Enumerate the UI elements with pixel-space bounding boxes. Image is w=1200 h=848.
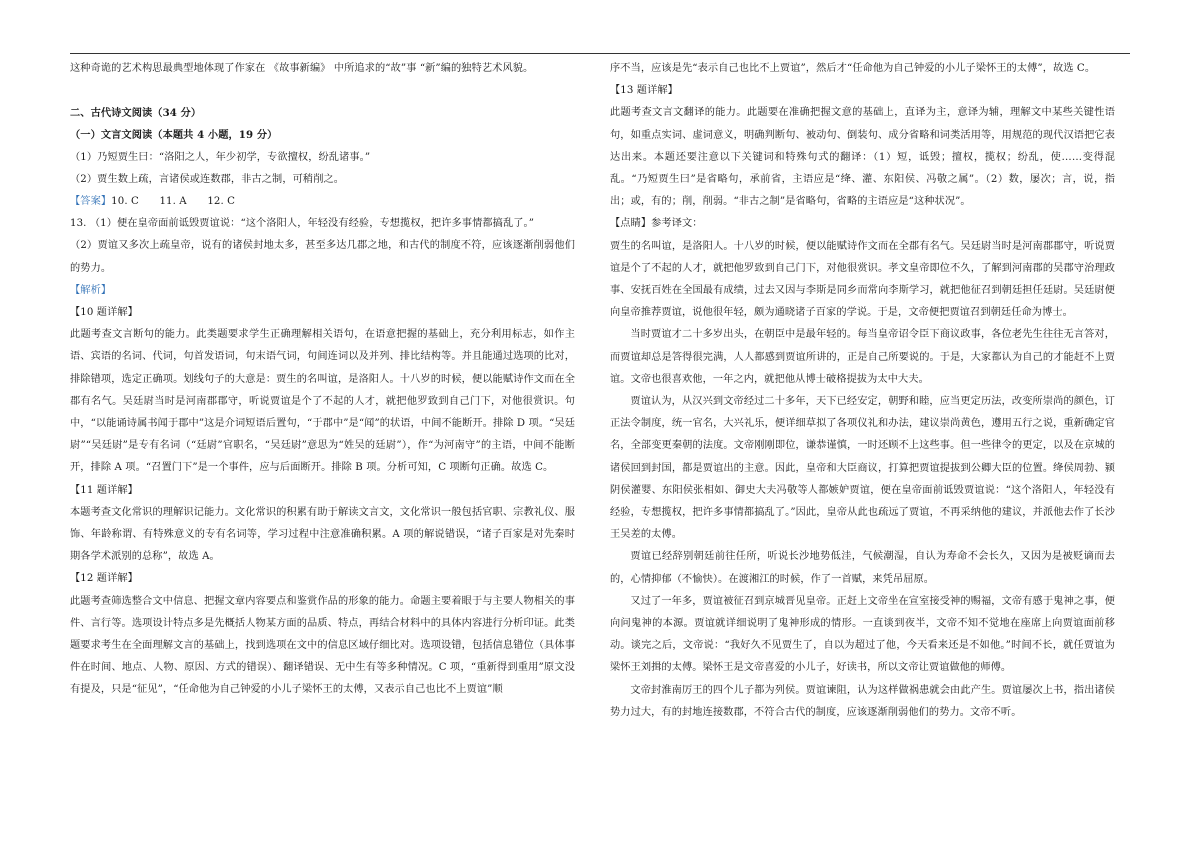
detail-11-title: 【11 题详解】 bbox=[70, 484, 138, 496]
header-rule bbox=[70, 53, 1130, 54]
answer-13-part1: 13. （1）便在皇帝面前诋毁贾谊说：“这个洛阳人，年轻没有经验，专想揽权，把许多事情都搞乱了。” bbox=[70, 218, 535, 230]
answer-values: 10. C 11. A 12. C bbox=[111, 196, 236, 208]
translation-para-3: 贾谊认为，从汉兴到文帝经过二十多年，天下已经安定，朝野和睦，应当更定历法，改变所崇尚的颜色，订正法令制度，统一官名，大兴礼乐，便详细草拟了各项仪礼和办法，建议崇尚黄色，遵用五行之说，重新确定官名，全部变更秦朝的法度。文帝刚刚即位，谦恭谨慎，一时还顾不上这些事。但一些律令的更定，以及在京城的诸侯回到封国，都是贾谊出的主意。因此，皇帝和大臣商议，打算把贾谊提拔到公卿大臣的位置。绛侯周勃、颍阴侯灌婴、东阳侯张相如、御史大夫冯敬等人都嫉妒贾谊，便在皇帝面前诋毁贾谊说：“这个洛阳人，年轻没有经验，专想揽权，把许多事情都搞乱了。”因此，皇帝从此也疏远了贾谊，不再采纳他的建议，并派他去作了长沙王吴差的太傅。 bbox=[610, 396, 1115, 541]
translation-para-4: 贾谊已经辞别朝廷前往任所，听说长沙地势低洼，气候潮湿，自认为寿命不会长久，又因为是被贬谪而去的，心情抑郁（不愉快）。在渡湘江的时候，作了一首赋，来凭吊屈原。 bbox=[610, 551, 1115, 585]
detail-12-title: 【12 题详解】 bbox=[70, 573, 138, 585]
answer-label: 【答案】 bbox=[70, 196, 112, 208]
question-line-1: （1）乃短贾生曰：“洛阳之人，年少初学，专欲擅权，纷乱诸事。” bbox=[70, 151, 371, 163]
right-column bbox=[610, 58, 1115, 724]
continuation-line: 序不当，应该是先“表示自己也比不上贾谊”，然后才“任命他为自己钟爱的小儿子梁怀王的太傅”，故选 C。 bbox=[610, 63, 1096, 74]
detail-11-body: 本题考查文化常识的理解识记能力。文化常识的积累有助于解读文言文，文化常识一般包括官职、宗教礼仪、服饰、年龄称谓、有特殊意义的专有名词等，学习过程中注意准确积累。A 项的解说错误，“诸子百家是对先秦时期各学术派别的总称”，故选 A。 bbox=[70, 506, 575, 563]
continuation-line: 这种奇诡的艺术构思最典型地体现了作家在 《故事新编》 中所追求的“故”事 “新”编的独特艺术风貌。 bbox=[70, 63, 534, 74]
answer-13-part2: （2）贾谊又多次上疏皇帝，说有的诸侯封地太多，甚至多达几郡之地，和古代的制度不符，应该逐渐削弱他们的势力。 bbox=[70, 240, 575, 274]
detail-10-body: 此题考查文言断句的能力。此类题要求学生正确理解相关语句，在语意把握的基础上，充分利用标志，如作主语、宾语的名词、代词，句首发语词，句末语气词，句间连词以及并列、排比结构等。并且能通过选项的比对，排除错项，选定正确项。划线句子的大意是：贾生的名叫谊，是洛阳人。十八岁的时候，便以能赋诗作文而在全郡有名气。吴廷尉当时是河南郡郡守，听说贾谊是个了不起的人才，就把他罗致到自己门下，对他很赏识。句中，“以能诵诗属书闻于郡中”这是介词短语后置句，“于郡中”是“闻”的状语，中间不能断开。排除 D 项。“吴廷尉”“吴廷尉”是专有名词（“廷尉”官职名，“吴廷尉”意思为“姓吴的廷尉”），作“为河南守”的主语，中间不能断开，排除 A 项。“召置门下”是一个事件，应与后面断开。排除 B 项。分析可知，C 项断句正确。故选 C。 bbox=[70, 329, 575, 474]
note-title: 【点睛】参考译文： bbox=[610, 218, 703, 230]
detail-12-body: 此题考查筛选整合文中信息、把握文章内容要点和鉴赏作品的形象的能力。命题主要着眼于与主要人物相关的事件、言行等。选项设计特点多是先概括人物某方面的品质、特点，再结合材料中的具体内容进行分析印证。此类题要求考生在全面理解文言的基础上，找到选项在文中的信息区域仔细比对。选项设错，包括信息错位（具体事件在时间、地点、人物、原因、方式的错误）、翻译错误、无中生有等多种情况。C 项，“重新得到重用”原文没有提及，只是“征见”，“任命他为自己钟爱的小儿子梁怀王的太傅，又表示自己也比不上贾谊”顺 bbox=[70, 595, 575, 696]
question-line-2: （2）贾生数上疏，言诸侯或连数郡，非古之制，可稍削之。 bbox=[70, 173, 345, 185]
section-title: 二、古代诗文阅读（34 分） bbox=[70, 107, 202, 120]
detail-13-title: 【13 题详解】 bbox=[610, 85, 678, 97]
subsection-title: （一）文言文阅读（本题共 4 小题，19 分） bbox=[70, 129, 278, 142]
analysis-label: 【解析】 bbox=[70, 284, 112, 296]
answer-line bbox=[70, 191, 575, 213]
detail-10-title: 【10 题详解】 bbox=[70, 307, 138, 319]
translation-para-5: 又过了一年多，贾谊被征召到京城晋见皇帝。正赶上文帝坐在宣室接受神的赐福，文帝有感于鬼神之事，便向问鬼神的本源。贾谊就详细说明了鬼神形成的情形。一直谈到夜半，文帝不知不觉地在座席上向贾谊面前移动。谈完之后，文帝说：“我好久不见贾生了，自以为超过了他，今天看来还是不如他。”时间不长，就任贾谊为梁怀王刘揖的太傅。梁怀王是文帝喜爱的小儿子，好读书，所以文帝让贾谊做他的师傅。 bbox=[610, 595, 1115, 674]
translation-para-1: 贾生的名叫谊，是洛阳人。十八岁的时候，便以能赋诗作文而在全郡有名气。吴廷尉当时是河南郡郡守，听说贾谊是个了不起的人才，就把他罗致到自己门下，对他很赏识。孝文皇帝即位不久，了解到河南郡的吴郡守治理政事、安抚百姓在全国最有成绩，过去又因与李斯是同乡而常向李斯学习，就把他征召到朝廷担任廷尉。吴廷尉便向皇帝推荐贾谊，说他很年轻，颇为通晓诸子百家的学说。于是，文帝便把贾谊召到朝廷任命为博士。 bbox=[610, 240, 1115, 319]
translation-para-2: 当时贾谊才二十多岁出头，在朝臣中是最年轻的。每当皇帝诏令臣下商议政事，各位老先生往往无言答对，而贾谊却总是答得很完满，人人都感到贾谊所讲的，正是自己所要说的。于是，大家都认为自己的才能赶不上贾谊。文帝也很喜欢他，一年之内，就把他从博士破格提拔为太中大夫。 bbox=[610, 329, 1115, 385]
translation-para-6: 文帝封淮南厉王的四个儿子都为列侯。贾谊谏阻，认为这样做祸患就会由此产生。贾谊屡次上书，指出诸侯势力过大，有的封地连接数郡，不符合古代的制度，应该逐渐削弱他们的势力。文帝不听。 bbox=[610, 684, 1115, 718]
left-column bbox=[70, 58, 575, 702]
detail-13-body: 此题考查文言文翻译的能力。此题要在准确把握文意的基础上，直译为主，意译为辅，理解文中某些关键性语句，如重点实词、虚词意义，明确判断句、被动句、倒装句、成分省略和词类活用等，用规范的现代汉语把它表达出来。本题还要注意以下关键词和特殊句式的翻译：（1）短，诋毁；擅权，揽权；纷乱，使……变得混乱。“乃短贾生曰”是省略句，承前省，主语应是“绛、灌、东阳侯、冯敬之属”。（2）数，屡次；言，说，指出；或，有的；削，削弱。“非古之制”是省略句，省略的主语应是“这种状况”。 bbox=[610, 107, 1115, 208]
spacer bbox=[70, 80, 575, 102]
